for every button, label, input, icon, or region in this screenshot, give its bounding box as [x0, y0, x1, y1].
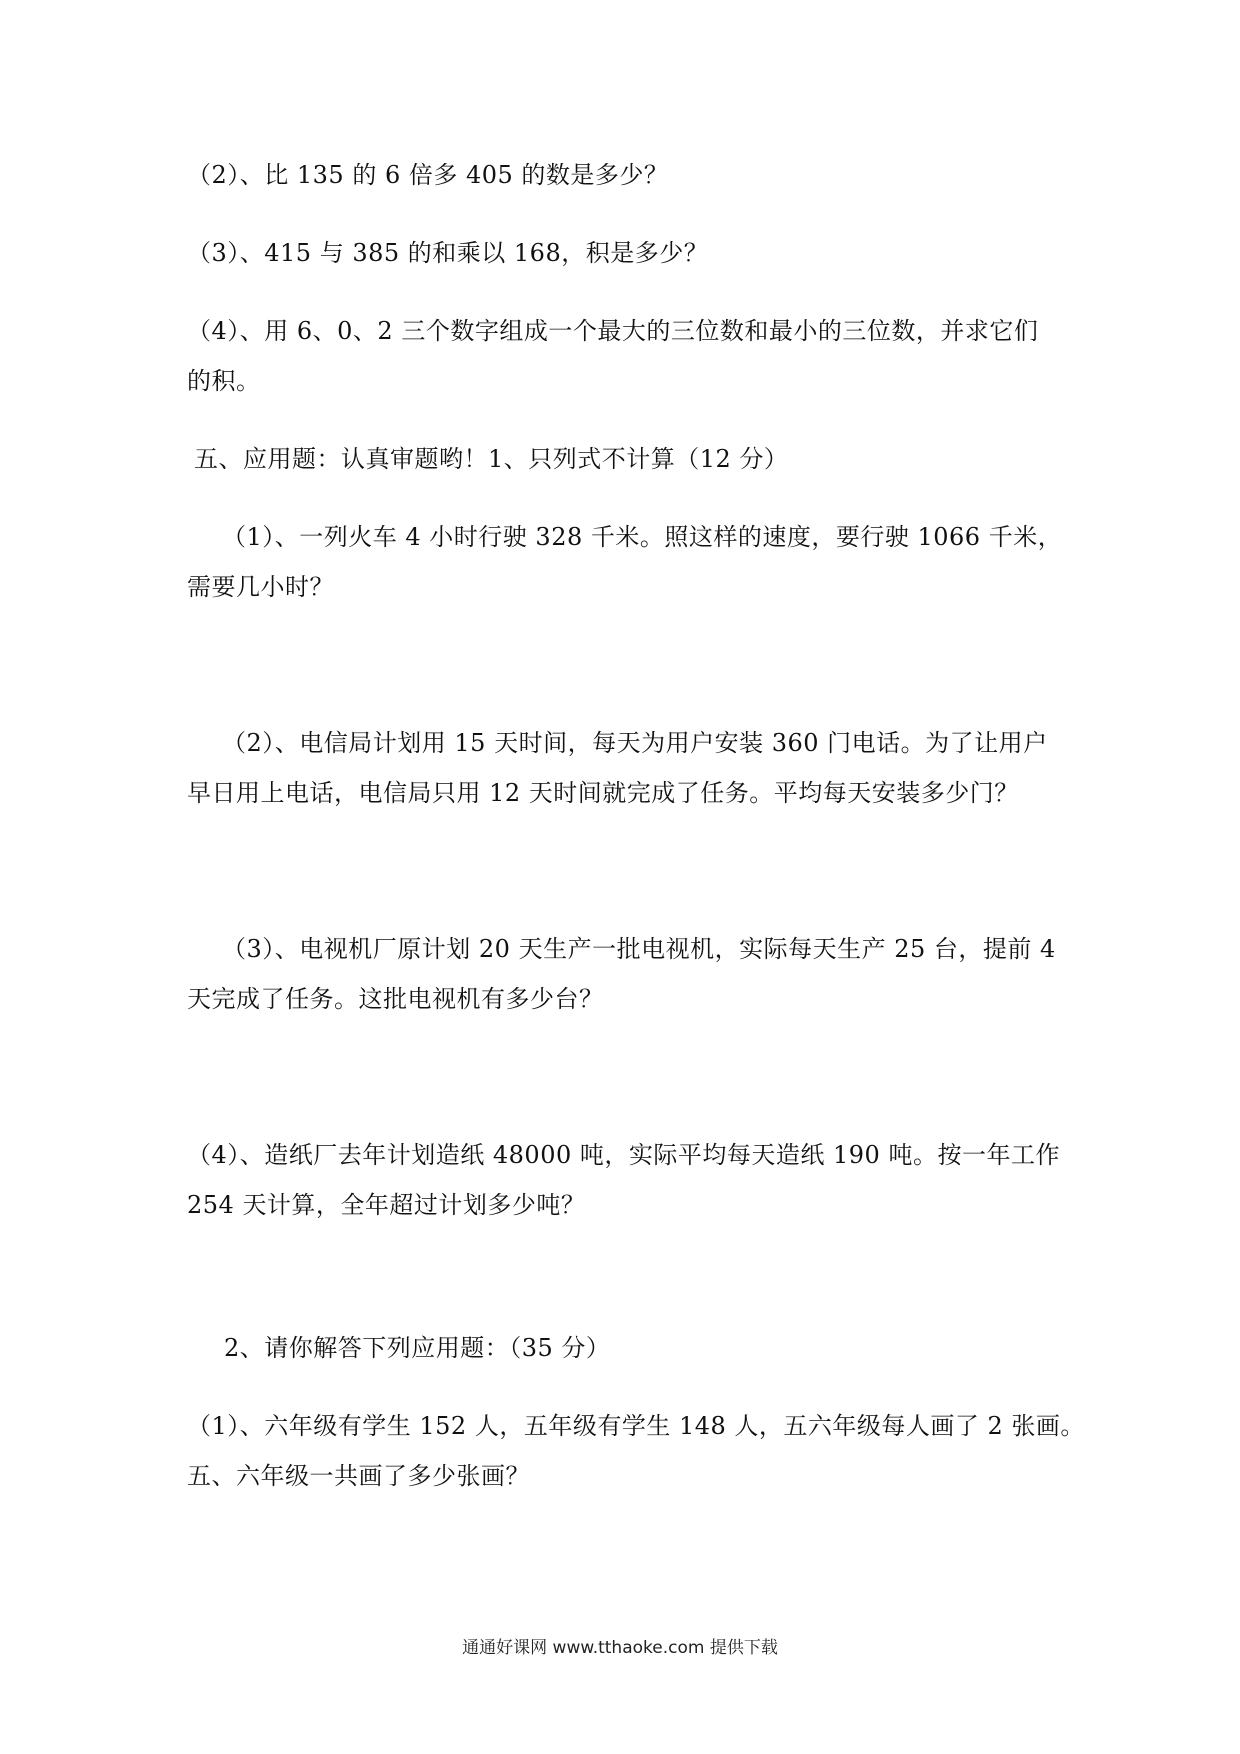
question-4-4-line1: （4）、用 6、0、2 三个数字组成一个最大的三位数和最小的三位数，并求它们 [187, 317, 1039, 345]
question-4-2: （2）、比 135 的 6 倍多 405 的数是多少？ [187, 161, 669, 189]
problem-2-line2: 早日用上电话，电信局只用 12 天时间就完成了任务。平均每天安装多少门？ [187, 779, 1019, 807]
word-problem-1-line2: 五、六年级一共画了多少张画？ [187, 1462, 530, 1490]
problem-1-line2: 需要几小时？ [187, 573, 334, 601]
problem-3-line1: （3）、电视机厂原计划 20 天生产一批电视机，实际每天生产 25 台，提前 4 [222, 935, 1056, 963]
question-4-4-line2: 的积。 [187, 367, 261, 395]
problem-4-line1: （4）、造纸厂去年计划造纸 48000 吨，实际平均每天造纸 190 吨。按一年工作 [187, 1141, 1060, 1169]
problem-1-line1: （1）、一列火车 4 小时行驶 328 千米。照这样的速度，要行驶 1066 千米， [222, 523, 1063, 551]
problem-3-line2: 天完成了任务。这批电视机有多少台？ [187, 985, 604, 1013]
part-2-heading: 2、请你解答下列应用题：（35 分） [224, 1334, 611, 1362]
section-5-heading: 五、应用题：认真审题哟！1、只列式不计算（12 分） [194, 445, 789, 473]
word-problem-1-line1: （1）、六年级有学生 152 人，五年级有学生 148 人，五六年级每人画了 2 张画。 [187, 1412, 1085, 1440]
question-4-3: （3）、415 与 385 的和乘以 168，积是多少？ [187, 239, 709, 267]
download-footer: 通通好课网 www.tthaoke.com 提供下载 [462, 1638, 778, 1658]
problem-2-line1: （2）、电信局计划用 15 天时间，每天为用户安装 360 门电话。为了让用户 [222, 729, 1048, 757]
problem-4-line2: 254 天计算，全年超过计划多少吨？ [187, 1191, 586, 1219]
